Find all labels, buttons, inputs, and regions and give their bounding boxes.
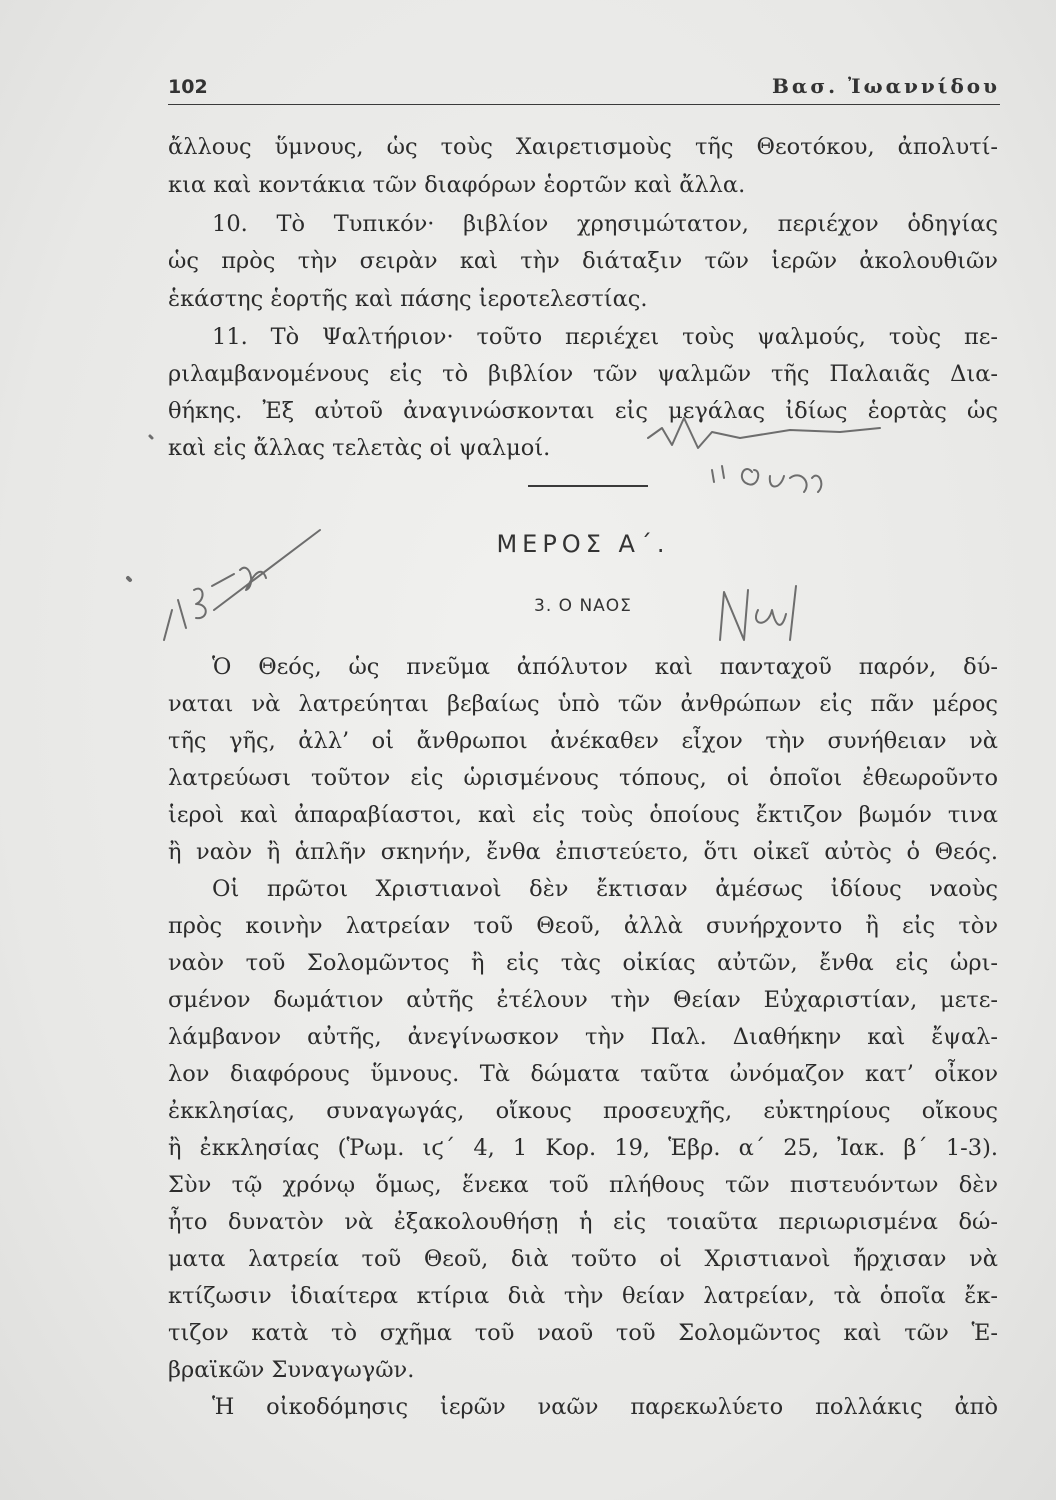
text-line: ἢ ἐκκλησίας (Ῥωμ. ιϛ΄ 4, 1 Κορ. 19, Ἑβρ. α΄ 25, Ἰακ. β΄ 1-3). <box>168 1135 998 1161</box>
section-divider <box>528 485 648 487</box>
text-line: 11. Τὸ Ψαλτήριον· τοῦτο περιέχει τοὺς ψαλμούς, τοὺς πε- <box>212 324 998 350</box>
text-line: κτίζωσιν ἰδιαίτερα κτίρια διὰ τὴν θείαν λατρείαν, τὰ ὁποῖα ἔκ- <box>168 1283 998 1309</box>
text-line: ριλαμβανομένους εἰς τὸ βιβλίον τῶν ψαλμῶν τῆς Παλαιᾶς Δια- <box>168 361 998 387</box>
text-line: ἐκκλησίας, συναγωγάς, οἴκους προσευχῆς, εὐκτηρίους οἴκους <box>168 1098 998 1124</box>
text-line: Ὁ Θεός, ὡς πνεῦμα ἀπόλυτον καὶ πανταχοῦ παρόν, δύ- <box>212 654 998 680</box>
text-line: ἢ ναὸν ἢ ἁπλῆν σκηνήν, ἔνθα ἐπιστεύετο, ὅτι οἰκεῖ αὐτὸς ὁ Θεός. <box>168 839 998 865</box>
text-line: ναται νὰ λατρεύηται βεβαίως ὑπὸ τῶν ἀνθρώπων εἰς πᾶν μέρος <box>168 691 998 717</box>
text-line: πρὸς κοινὴν λατρείαν τοῦ Θεοῦ, ἀλλὰ συνήρχοντο ἢ εἰς τὸν <box>168 913 998 939</box>
part-title: ΜΕΡΟΣ Α΄. <box>496 530 670 558</box>
text-line: τιζον κατὰ τὸ σχῆμα τοῦ ναοῦ τοῦ Σολομῶντος καὶ τῶν Ἑ- <box>168 1320 998 1346</box>
text-line: λον διαφόρους ὕμνους. Τὰ δώματα ταῦτα ὠνόμαζον κατ’ οἶκον <box>168 1061 998 1087</box>
text-line: βραϊκῶν Συναγωγῶν. <box>168 1357 415 1383</box>
text-line: ἱεροὶ καὶ ἀπαραβίαστοι, καὶ εἰς τοὺς ὁποίους ἔκτιζον βωμόν τινα <box>168 802 998 828</box>
text-line: τῆς γῆς, ἀλλ’ οἱ ἄνθρωποι ἀνέκαθεν εἶχον τὴν συνήθειαν νὰ <box>168 728 998 754</box>
text-line: κια καὶ κοντάκια τῶν διαφόρων ἑορτῶν καὶ ἄλλα. <box>168 172 746 198</box>
page-number: 102 <box>168 76 208 98</box>
running-head: Βασ. Ἰωαννίδου <box>772 74 1000 98</box>
text-line: 10. Τὸ Τυπικόν· βιβλίον χρησιμώτατον, περιέχον ὁδηγίας <box>212 211 998 237</box>
text-line: ναὸν τοῦ Σολομῶντος ἢ εἰς τὰς οἰκίας αὐτῶν, ἔνθα εἰς ὡρι- <box>168 950 998 976</box>
chapter-title: 3. Ο ΝΑΟΣ <box>534 596 632 616</box>
text-line: καὶ εἰς ἄλλας τελετὰς οἱ ψαλμοί. <box>168 435 551 461</box>
text-line: ὡς πρὸς τὴν σειρὰν καὶ τὴν διάταξιν τῶν ἱερῶν ἀκολουθιῶν <box>168 248 998 274</box>
text-line: ἦτο δυνατὸν νὰ ἐξακολουθήσῃ ἡ εἰς τοιαῦτα περιωρισμένα δώ- <box>168 1209 998 1235</box>
text-line: Οἱ πρῶτοι Χριστιανοὶ δὲν ἔκτισαν ἀμέσως ἰδίους ναοὺς <box>212 876 998 902</box>
text-line: Ἡ οἰκοδόμησις ἱερῶν ναῶν παρεκωλύετο πολλάκις ἀπὸ <box>212 1394 998 1420</box>
text-line: λάμβανον αὐτῆς, ἀνεγίνωσκον τὴν Παλ. Διαθήκην καὶ ἔψαλ- <box>168 1024 998 1050</box>
text-line: Σὺν τῷ χρόνῳ ὅμως, ἕνεκα τοῦ πλήθους τῶν πιστευόντων δὲν <box>168 1172 998 1198</box>
text-line: ἑκάστης ἑορτῆς καὶ πάσης ἱεροτελεστίας. <box>168 286 648 312</box>
text-line: σμένον δωμάτιον αὐτῆς ἐτέλουν τὴν Θείαν Εὐχαριστίαν, μετε- <box>168 987 998 1013</box>
text-line: θήκης. Ἐξ αὐτοῦ ἀναγινώσκονται εἰς μεγάλας ἰδίως ἑορτὰς ὡς <box>168 398 998 424</box>
page-header <box>168 70 1000 105</box>
text-line: λατρεύωσι τοῦτον εἰς ὡρισμένους τόπους, οἱ ὁποῖοι ἐθεωροῦντο <box>168 765 998 791</box>
text-line: ματα λατρεία τοῦ Θεοῦ, διὰ τοῦτο οἱ Χριστιανοὶ ἤρχισαν νὰ <box>168 1246 998 1272</box>
text-line: ἄλλους ὕμνους, ὡς τοὺς Χαιρετισμοὺς τῆς Θεοτόκου, ἀπολυτί- <box>168 134 998 160</box>
